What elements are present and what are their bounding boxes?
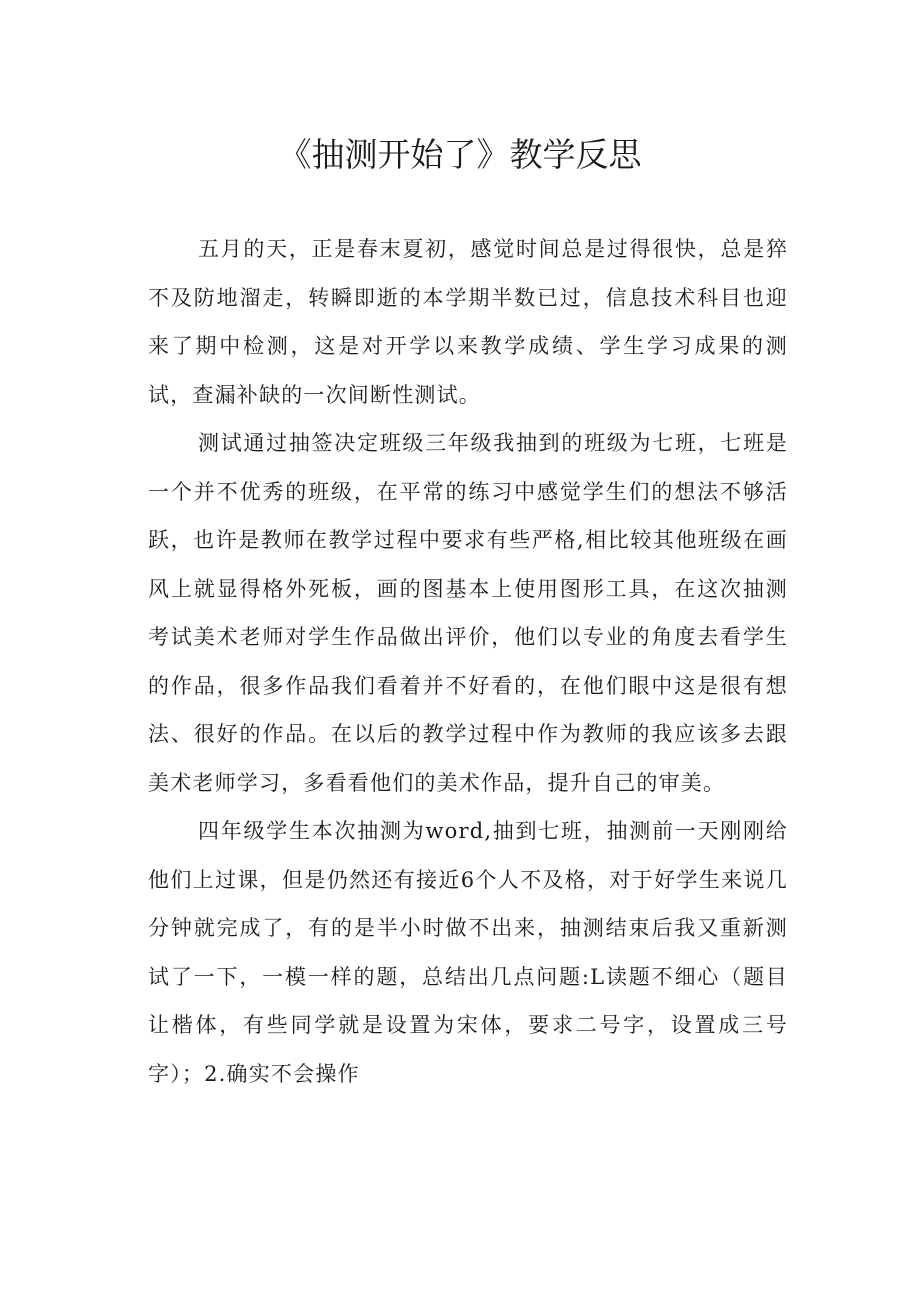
document-title: 《抽测开始了》教学反思	[278, 135, 642, 174]
document-body	[148, 225, 788, 1098]
paragraph-2: 测试通过抽签决定班级三年级我抽到的班级为七班，七班是一个并不优秀的班级，在平常的练习中感觉学生们的想法不够活跃，也许是教师在教学过程中要求有些严格,相比较其他班级在画风上就显得格外死板，画的图基本上使用图形工具，在这次抽测考试美术老师对学生作品做出评价，他们以专业的角度去看学生的作品，很多作品我们看着并不好看的，在他们眼中这是很有想法、很好的作品。在以后的教学过程中作为教师的我应该多去跟美术老师学习，多看看他们的美术作品，提升自己的审美。	[148, 431, 788, 795]
paragraph-1: 五月的天，正是春末夏初，感觉时间总是过得很快，总是猝不及防地溜走，转瞬即逝的本学期半数已过，信息技术科目也迎来了期中检测，这是对开学以来教学成绩、学生学习成果的测试，查漏补缺的一次间断性测试。	[148, 237, 788, 407]
paragraph-3: 四年级学生本次抽测为word,抽到七班，抽测前一天刚刚给他们上过课，但是仍然还有接近6个人不及格，对于好学生来说几分钟就完成了，有的是半小时做不出来，抽测结束后我又重新测试了一下，一模一样的题，总结出几点问题:L读题不细心（题目让楷体，有些同学就是设置为宋体，要求二号字，设置成三号字）；2.确实不会操作	[148, 819, 788, 1086]
